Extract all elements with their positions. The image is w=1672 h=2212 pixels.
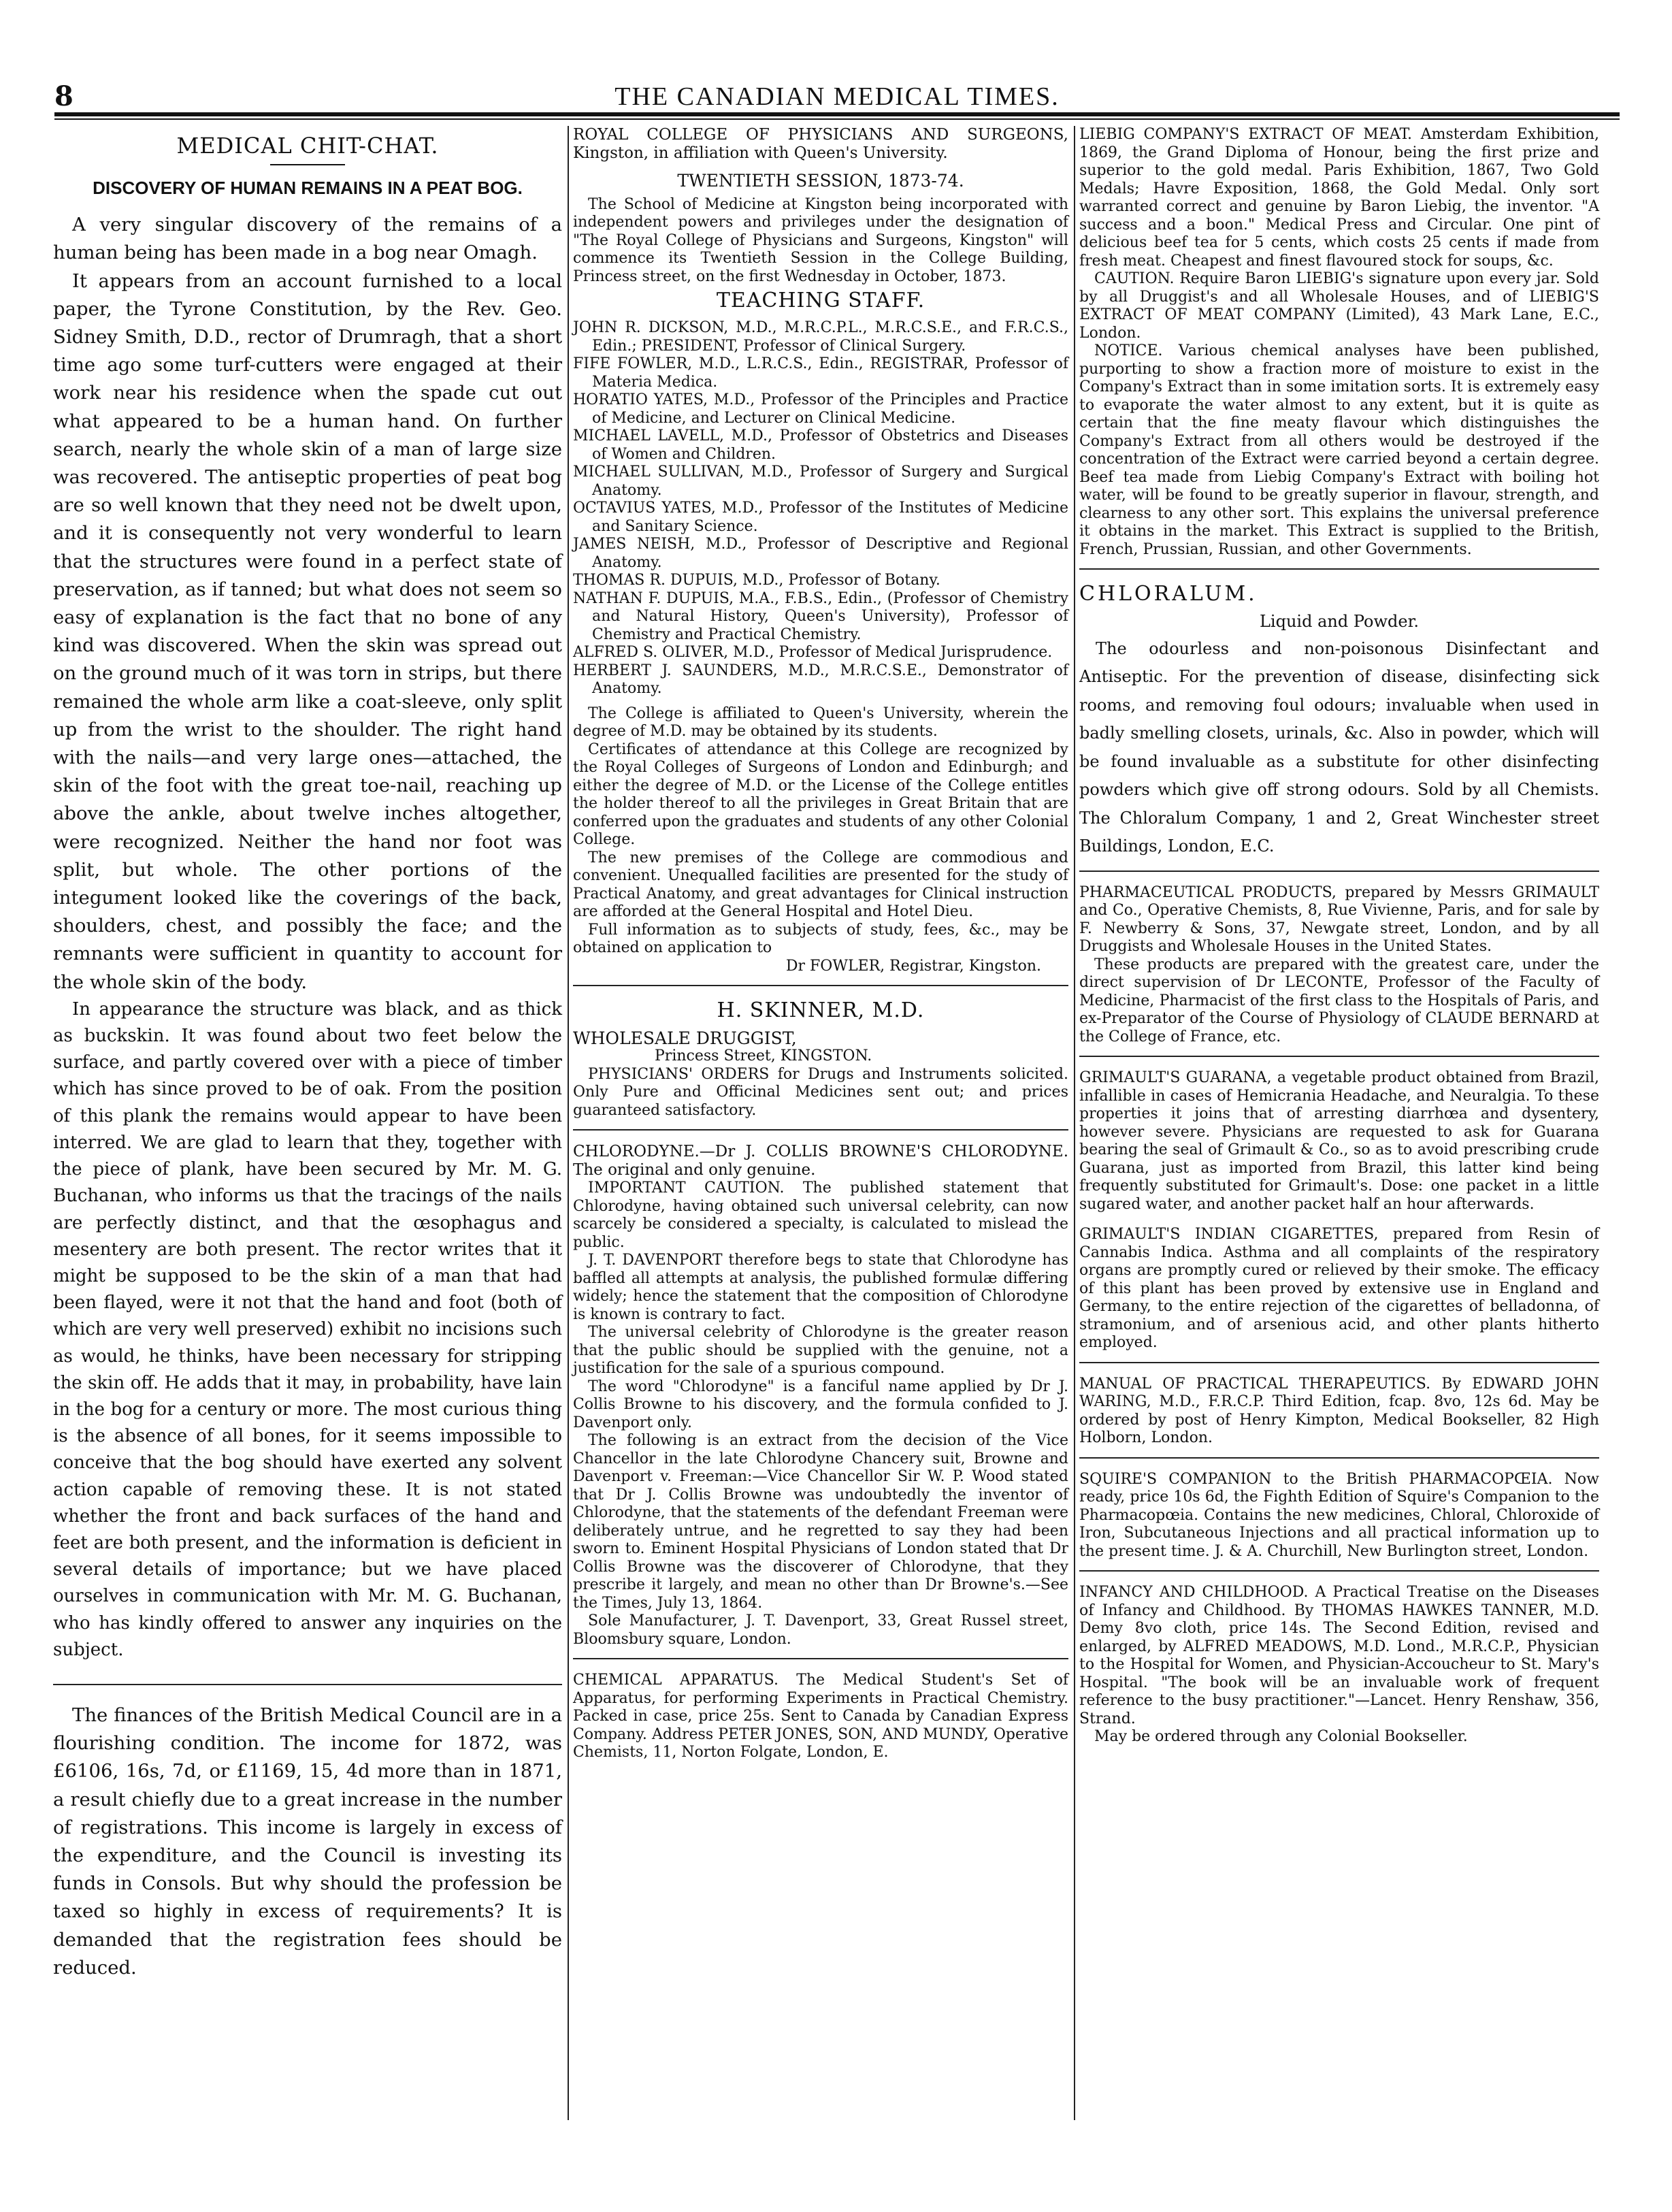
chlorodyne-paragraph: IMPORTANT CAUTION. The published statement that Chlorodyne, having obtained such universal celebrity, can now scarcely be considered a specialty, is calculated to mislead the public.: [573, 1180, 1068, 1251]
staff-entry: JOHN R. DICKSON, M.D., M.R.C.P.L., M.R.C.S.E., and F.R.C.S., Edin.; PRESIDENT, Professor of Clinical Surgery.: [573, 319, 1068, 355]
staff-entry: MICHAEL SULLIVAN, M.D., Professor of Surgery and Surgical Anatomy.: [573, 463, 1068, 499]
page-number: 8: [54, 80, 73, 112]
journal-title: THE CANADIAN MEDICAL TIMES.: [614, 82, 1060, 111]
chlorodyne-paragraph: The word "Chlorodyne" is a fanciful name applied by Dr J. Collis Browne to his discovery, and the formula confided to J. Davenport only.: [573, 1378, 1068, 1431]
chloralum-heading: CHLORALUM.: [1079, 582, 1258, 606]
staff-entry: MICHAEL LAVELL, M.D., Professor of Obstetrics and Diseases of Women and Children.: [573, 427, 1068, 463]
heading-rule: [270, 164, 345, 165]
college-advert: [573, 126, 1068, 986]
college-note: Certificates of attendance at this College are recognized by the Royal Colleges of Surgeons of London and Edinburgh; and either the degree of M.D. or the License of the College entitles the holder thereof to all the privileges in Great Britain that are conferred upon the graduates and students of any other Colonial College.: [573, 741, 1068, 848]
chlorodyne-paragraph: The following is an extract from the decision of the Vice Chancellor in the late Chlorodyne Chancery suit, Browne and Davenport v. Freeman:—Vice Chancellor Sir W. P. Wood stated that Dr J. Collis Browne was undoubtedly the inventor of Chlorodyne, that the statements of the defendant Freeman were deliberately untrue, and he regretted to say they had been sworn to. Eminent Hospital Physicians of London stated that Dr Collis Browne was the discoverer of Chlorodyne, that they prescribe it largely, and mean no other than Dr Browne's.—See the Times, July 13, 1864.: [573, 1432, 1068, 1612]
skinner-address: Princess Street, KINGSTON.: [655, 1047, 872, 1064]
chloralum-advert: [1079, 582, 1599, 872]
pharma-paragraph: These products are prepared with the greatest care, under the direct supervision of Dr LECONTE, Professor of the Faculty of Medicine, Pharmacist of the first class to the Hospitals of Paris, and ex-Preparator of the Course of Physiology of CLAUDE BERNARD at the College of France, etc.: [1079, 956, 1599, 1045]
skinner-body: PHYSICIANS' ORDERS for Drugs and Instruments solicited. Only Pure and Officinal Medicines sent out; and prices guaranteed satisfactory.: [573, 1065, 1068, 1119]
page-header: [54, 80, 1620, 114]
college-note: The new premises of the College are commodious and convenient. Unequalled facilities are presented for the study of Practical Anatomy, and great advantages for Clinical instruction are afforded at the General Hospital and Hotel Dieu.: [573, 849, 1068, 920]
staff-entry: HERBERT J. SAUNDERS, M.D., M.R.C.S.E., Demonstrator of Anatomy.: [573, 662, 1068, 697]
staff-entry: OCTAVIUS YATES, M.D., Professor of the Institutes of Medicine and Sanitary Science.: [573, 500, 1068, 535]
staff-heading: TEACHING STAFF.: [716, 289, 925, 312]
staff-entry: JAMES NEISH, M.D., Professor of Descriptive and Regional Anatomy.: [573, 536, 1068, 571]
column-divider: [1074, 126, 1075, 2120]
header-rule-thin: [54, 118, 1620, 120]
article-paragraph: A very singular discovery of the remains of a human being has been made in a bog near Omagh.: [53, 214, 562, 264]
column-middle: [573, 126, 1068, 1766]
staff-entry: HORATIO YATES, M.D., Professor of the Principles and Practice of Medicine, and Lecturer on Clinical Medicine.: [573, 391, 1068, 427]
session-line: TWENTIETH SESSION, 1873-74.: [677, 171, 964, 191]
pharma-advert: [1079, 884, 1599, 1058]
staff-entry: THOMAS R. DUPUIS, M.D., Professor of Botany.: [573, 572, 940, 589]
chloralum-body: The odourless and non-poisonous Disinfectant and Antiseptic. For the prevention of disease, disinfecting sick rooms, and removing foul odours; invaluable when used in badly smelling closets, urinals, &c. Also in powder, which will be found invaluable as a substitute for other disinfecting powders which give off strong odours. Sold by all Chemists. The Chloralum Company, 1 and 2, Great Winchester street Buildings, London, E.C.: [1079, 638, 1599, 856]
column-divider: [568, 126, 569, 2120]
pharma-paragraph: PHARMACEUTICAL PRODUCTS, prepared by Messrs GRIMAULT and Co., Operative Chemists, 8, Rue Vivienne, Paris, and for sale by F. Newberry & Sons, 37, Newgate street, London, and by all Druggists and Wholesale Houses in the United States.: [1079, 883, 1599, 955]
section-heading: MEDICAL CHIT-CHAT.: [176, 133, 439, 159]
article-paragraph: It appears from an account furnished to a local paper, the Tyrone Constitution, by the Rev. Geo. Sidney Smith, D.D., rector of Drumragh, that a short time ago some turf-cutters were engaged at their work near his residence when the spade cut out what appeared to be a human hand. On further search, nearly the whole skin of a man of large size was recovered. The antiseptic properties of peat bog are so well known that they need not be dwelt upon, and it is consequently not very wonderful to learn that the structures were found in a perfect state of preservation, as if tanned; but what does not seem so easy of explanation is the fact that no bone of any kind was discovered. When the skin was spread out on the ground much of it was torn in strips, but there remained the whole arm like a coat-sleeve, only split up from the wrist to the shoulder. The right hand with the nails—and very large ones—attached, the skin of the foot with the great toe-nail, reaching up above the ankle, about twelve inches altogether, were recognized. Neither the hand nor foot was split, but whole. The other portions of the integument looked like the coverings of the back, shoulders, chest, and possibly the face; and the remnants were sufficient in quantity to account for the whole skin of the body.: [53, 270, 562, 993]
chlorodyne-paragraph: J. T. DAVENPORT therefore begs to state that Chlorodyne has baffled all attempts at analysis, the published formulæ differing widely; hence the statement that the composition of Chlorodyne is known is contrary to fact.: [573, 1252, 1068, 1323]
infancy-advert: [1079, 1584, 1599, 1746]
staff-entry: ALFRED S. OLIVER, M.D., Professor of Medical Jurisprudence.: [573, 644, 1053, 661]
squire-advert: [1079, 1471, 1599, 1572]
skinner-advert: [573, 998, 1068, 1131]
column-left: [53, 126, 562, 1982]
college-note: Full information as to subjects of study, fees, &c., may be obtained on application to: [573, 921, 1068, 956]
college-intro: The School of Medicine at Kingston being incorporated with independent powers and privileges under the designation of "The Royal College of Physicians and Surgeons, Kingston" will commence its Twentieth Session in the College Building, Princess street, on the first Wednesday in October, 1873.: [573, 195, 1068, 285]
cigarettes-advert: [1079, 1226, 1599, 1363]
liebig-advert: [1079, 126, 1599, 570]
chlorodyne-paragraph: The universal celebrity of Chlorodyne is the greater reason that the public should be supplied with the genuine, not a justification for the sale of a spurious compound.: [573, 1324, 1068, 1377]
staff-entry: NATHAN F. DUPUIS, M.A., F.B.S., Edin., (Professor of Chemistry and Natural History, Queen's University), Professor of Chemistry and Practical Chemistry.: [573, 589, 1068, 643]
infancy-tail: May be ordered through any Colonial Bookseller.: [1094, 1728, 1468, 1745]
chlorodyne-paragraph: Sole Manufacturer, J. T. Davenport, 33, Great Russel street, Bloomsbury square, London.: [573, 1612, 1068, 1648]
skinner-title: WHOLESALE DRUGGIST,: [573, 1028, 797, 1048]
infancy-text: INFANCY AND CHILDHOOD. A Practical Treatise on the Diseases of Infancy and Childhood. By THOMAS HAWKES TANNER, M.D. Demy 8vo cloth, price 14s. The Second Edition, revised and enlarged, by ALFRED MEADOWS, M.D. Lond., M.R.C.P., Physician to the Hospital for Women, and Physician-Accoucheur to St. Mary's Hospital. "The book will be an invaluable work of frequent reference to the busy practitioner."—Lancet. Henry Renshaw, 356, Strand.: [1079, 1584, 1599, 1727]
article-paragraph: In appearance the structure was black, and as thick as buckskin. It was found about two feet below the surface, and partly covered over with a piece of timber which has since proved to be of oak. From the position of this plank the remains would appear to have been interred. We are glad to learn that they, together with the piece of plank, have been secured by Mr. M. G. Buchanan, who informs us that the tracings of the nails are perfectly distinct, and that the œsophagus and mesentery are both present. The rector writes that it might be supposed to be the skin of a man that had been flayed, were it not that the hand and foot (both of which are very well preserved) exhibit no incisions such as would, he thinks, have been necessary for stripping the skin off. He adds that it may, in probability, have lain in the bog for a century or more. The most curious thing is the absence of all bones, for it seems impossible to conceive that the bog should have exerted any solvent action capable of removing these. It is not stated whether the front and back surfaces of the hand and feet are both present, and the information is deficient in several details of importance; but we have placed ourselves in communication with Mr. M. G. Buchanan, who has kindly offered to answer any inquiries on the subject.: [53, 998, 562, 1660]
guarana-text: GRIMAULT'S GUARANA, a vegetable product obtained from Brazil, infallible in cases of Hemicrania Headache, and Neuralgia. To these properties it joins that of arresting diarrhœa and dysentery, however severe. Physicians are requested to ask for Guarana bearing the seal of Grimault & Co., so as to avoid prescribing crude Guarana, just as imported from Brazil, this latter kind being frequently substituted for Grimault's. Dose: one packet in a little sugared water, and another packet half an hour afterwards.: [1079, 1069, 1599, 1213]
column-right: [1079, 126, 1599, 1751]
squire-text: SQUIRE'S COMPANION to the British PHARMACOPŒIA. Now ready, price 10s 6d, the Fighth Edition of Squire's Companion to the Pharmacopœia. Contains the new medicines, Chloral, Chloroxide of Iron, Subcutaneous Injections and all practical information up to the present time. J. & A. Churchill, New Burlington street, London.: [1079, 1470, 1599, 1560]
college-note: The College is affiliated to Queen's University, wherein the degree of M.D. may be obtained by its students.: [573, 704, 1068, 740]
college-title: ROYAL COLLEGE OF PHYSICIANS AND SURGEONS, Kingston, in affiliation with Queen's University.: [573, 126, 1068, 162]
finance-paragraph: The finances of the British Medical Council are in a flourishing condition. The income for 1872, was £6106, 16s, 7d, or £1169, 15, 4d more than in 1871, a result chiefly due to a great increase in the number of registrations. This income is largely in excess of the expenditure, and the Council is investing its funds in Consols. But why should the profession be taxed so highly in excess of requirements? It is demanded that the registration fees should be reduced.: [53, 1704, 562, 1979]
liebig-paragraph: NOTICE. Various chemical analyses have been published, purporting to show a fraction more of moisture to exist in the Company's Extract than in some imitation sorts. It is extremely easy to evaporate the water almost to any extent, but it is quite as certain that the fine meaty flavour which distinguishes the Company's Extract from all others would be destroyed if the concentration of the Extract were carried beyond a certain degree. Beef tea made from Liebig Company's Extract with boiling hot water, will be found to be greatly superior in flavour, strength, and clearness to any other sort. This explains the universal preference it obtains in the market. This Extract is supplied to the British, French, Prussian, Russian, and other Governments.: [1079, 342, 1599, 558]
staff-entry: FIFE FOWLER, M.D., L.R.C.S., Edin., REGISTRAR, Professor of Materia Medica.: [573, 355, 1068, 391]
manual-text: MANUAL OF PRACTICAL THERAPEUTICS. By EDWARD JOHN WARING, M.D., F.R.C.P. Third Edition, fcap. 8vo, 12s 6d. May be ordered by post of Henry Kimpton, Medical Bookseller, 82 High Holborn, London.: [1079, 1375, 1599, 1446]
skinner-heading: H. SKINNER, M.D.: [717, 998, 925, 1022]
college-signature: Dr FOWLER, Registrar, Kingston.: [785, 957, 1041, 975]
article-separator: [53, 1684, 562, 1685]
guarana-advert: [1079, 1069, 1599, 1214]
header-rule: [54, 112, 1620, 116]
cigarettes-text: GRIMAULT'S INDIAN CIGARETTES, prepared from Resin of Cannabis Indica. Asthma and all complaints of the respiratory organs are promptly cured or relieved by their smoke. The efficacy of this plant has been proved by extensive use in England and Germany, to the entire rejection of the cigarettes of belladonna, of stramonium, and of arsenious acid, and other plants hitherto employed.: [1079, 1226, 1599, 1351]
chlorodyne-title: CHLORODYNE.—Dr J. COLLIS BROWNE'S CHLORODYNE. The original and only genuine.: [573, 1143, 1068, 1179]
chloralum-subheading: Liquid and Powder.: [1259, 612, 1420, 631]
manual-advert: [1079, 1376, 1599, 1459]
apparatus-text: CHEMICAL APPARATUS. The Medical Student's Set of Apparatus, for performing Experiments in Practical Chemistry. Packed in case, price 25s. Sent to Canada by Canadian Express Company. Address PETER JONES, SON, AND MUNDY, Operative Chemists, 11, Norton Folgate, London, E.: [573, 1672, 1068, 1761]
liebig-paragraph: CAUTION. Require Baron LIEBIG's signature upon every jar. Sold by all Druggist's and all Wholesale Houses, and of LIEBIG'S EXTRACT OF MEAT COMPANY (Limited), 43 Mark Lane, E.C., London.: [1079, 270, 1599, 342]
apparatus-advert: [573, 1672, 1068, 1762]
liebig-paragraph: LIEBIG COMPANY'S EXTRACT OF MEAT. Amsterdam Exhibition, 1869, the Grand Diploma of Honour, being the first prize and superior to the gold medal. Paris Exhibition, 1867, Two Gold Medals; Havre Exposition, 1868, the Gold Medal. Only sort warranted correct and genuine by Baron Liebig, the inventor. "A success and a boon." Medical Press and Circular. One pint of delicious beef tea for 5 cents, which costs 25 cents if made from fresh meat. Cheapest and finest flavoured stock for soups, &c.: [1079, 126, 1599, 270]
article-title: DISCOVERY OF HUMAN REMAINS IN A PEAT BOG.: [93, 178, 523, 198]
chlorodyne-advert: [573, 1143, 1068, 1659]
